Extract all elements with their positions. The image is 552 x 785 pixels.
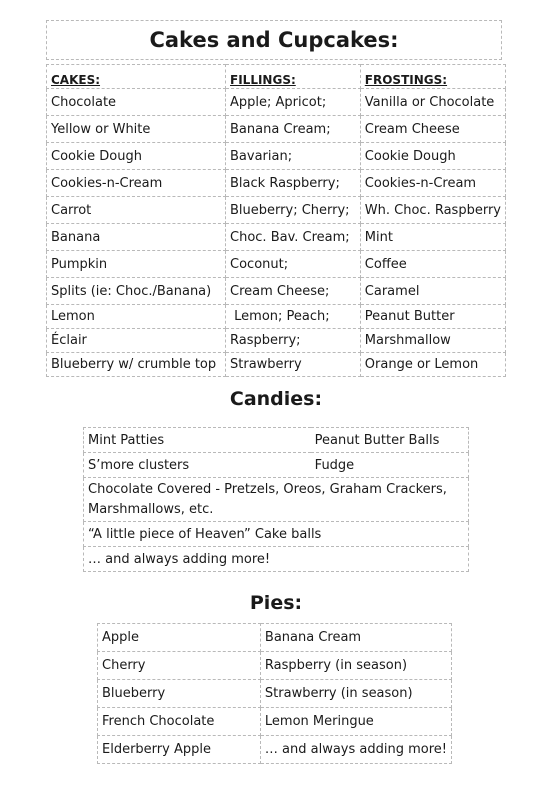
table-row — [47, 143, 506, 170]
table-cell: … and always adding more! — [260, 736, 451, 764]
pies-heading: Pies: — [249, 592, 303, 614]
table-cell: Chocolate Covered - Pretzels, Oreos, Graham Crackers, Marshmallows, etc. — [84, 478, 469, 522]
candies-table — [83, 427, 469, 572]
table-cell: Caramel — [360, 278, 505, 305]
table-cell: Éclair — [47, 329, 226, 353]
column-header-cakes: CAKES: — [47, 65, 226, 89]
table-cell: Carrot — [47, 197, 226, 224]
table-cell: Orange or Lemon — [360, 353, 505, 377]
table-row — [47, 329, 506, 353]
table-cell: Lemon — [47, 305, 226, 329]
table-cell: Blueberry w/ crumble top — [47, 353, 226, 377]
column-header-frostings: FROSTINGS: — [360, 65, 505, 89]
table-cell: Cream Cheese; — [226, 278, 361, 305]
page-title: Cakes and Cupcakes: — [149, 28, 399, 52]
table-cell: Chocolate — [47, 89, 226, 116]
table-row — [47, 353, 506, 377]
table-cell: … and always adding more! — [84, 547, 469, 572]
table-row — [98, 680, 452, 708]
column-header-fillings: FILLINGS: — [226, 65, 361, 89]
table-cell: Cherry — [98, 652, 261, 680]
table-row — [98, 708, 452, 736]
table-cell: Blueberry; Cherry; — [226, 197, 361, 224]
table-row — [47, 170, 506, 197]
table-row — [98, 624, 452, 652]
table-cell: Strawberry — [226, 353, 361, 377]
table-cell: “A little piece of Heaven” Cake balls — [84, 522, 469, 547]
table-cell: Mint Patties — [84, 428, 311, 453]
table-cell: Apple — [98, 624, 261, 652]
table-cell: Lemon Meringue — [260, 708, 451, 736]
table-row — [47, 251, 506, 278]
table-cell: Raspberry (in season) — [260, 652, 451, 680]
table-row — [84, 478, 469, 522]
table-cell: Raspberry; — [226, 329, 361, 353]
table-row — [84, 547, 469, 572]
table-cell: Black Raspberry; — [226, 170, 361, 197]
table-cell: Cookie Dough — [47, 143, 226, 170]
table-cell: Mint — [360, 224, 505, 251]
table-cell: Cream Cheese — [360, 116, 505, 143]
cakes-table — [46, 64, 506, 377]
candies-heading: Candies: — [229, 388, 323, 410]
table-row — [98, 736, 452, 764]
table-cell: Coconut; — [226, 251, 361, 278]
table-row — [47, 89, 506, 116]
table-header-row — [47, 65, 506, 89]
table-cell: Banana Cream — [260, 624, 451, 652]
table-cell: Cookies-n-Cream — [360, 170, 505, 197]
table-row — [47, 305, 506, 329]
table-cell: Pumpkin — [47, 251, 226, 278]
table-cell: Bavarian; — [226, 143, 361, 170]
table-cell: Banana Cream; — [226, 116, 361, 143]
table-row — [47, 278, 506, 305]
pies-table — [97, 623, 452, 764]
table-cell: Yellow or White — [47, 116, 226, 143]
table-row — [47, 116, 506, 143]
table-row — [47, 197, 506, 224]
table-row — [47, 224, 506, 251]
table-cell: Splits (ie: Choc./Banana) — [47, 278, 226, 305]
table-cell: Vanilla or Chocolate — [360, 89, 505, 116]
table-cell: Marshmallow — [360, 329, 505, 353]
table-cell: Cookies-n-Cream — [47, 170, 226, 197]
table-cell: Elderberry Apple — [98, 736, 261, 764]
table-cell: Wh. Choc. Raspberry — [360, 197, 505, 224]
title-box — [46, 20, 502, 60]
table-cell: Fudge — [311, 453, 469, 478]
table-cell: Blueberry — [98, 680, 261, 708]
table-cell: Peanut Butter Balls — [311, 428, 469, 453]
table-cell: Choc. Bav. Cream; — [226, 224, 361, 251]
table-cell: Banana — [47, 224, 226, 251]
table-cell: Coffee — [360, 251, 505, 278]
table-cell: Lemon; Peach; — [226, 305, 361, 329]
table-cell: Peanut Butter — [360, 305, 505, 329]
table-row — [84, 453, 469, 478]
table-row — [84, 522, 469, 547]
table-cell: Strawberry (in season) — [260, 680, 451, 708]
table-cell: S’more clusters — [84, 453, 311, 478]
table-cell: Cookie Dough — [360, 143, 505, 170]
table-cell: French Chocolate — [98, 708, 261, 736]
table-row — [98, 652, 452, 680]
table-row — [84, 428, 469, 453]
table-cell: Apple; Apricot; — [226, 89, 361, 116]
